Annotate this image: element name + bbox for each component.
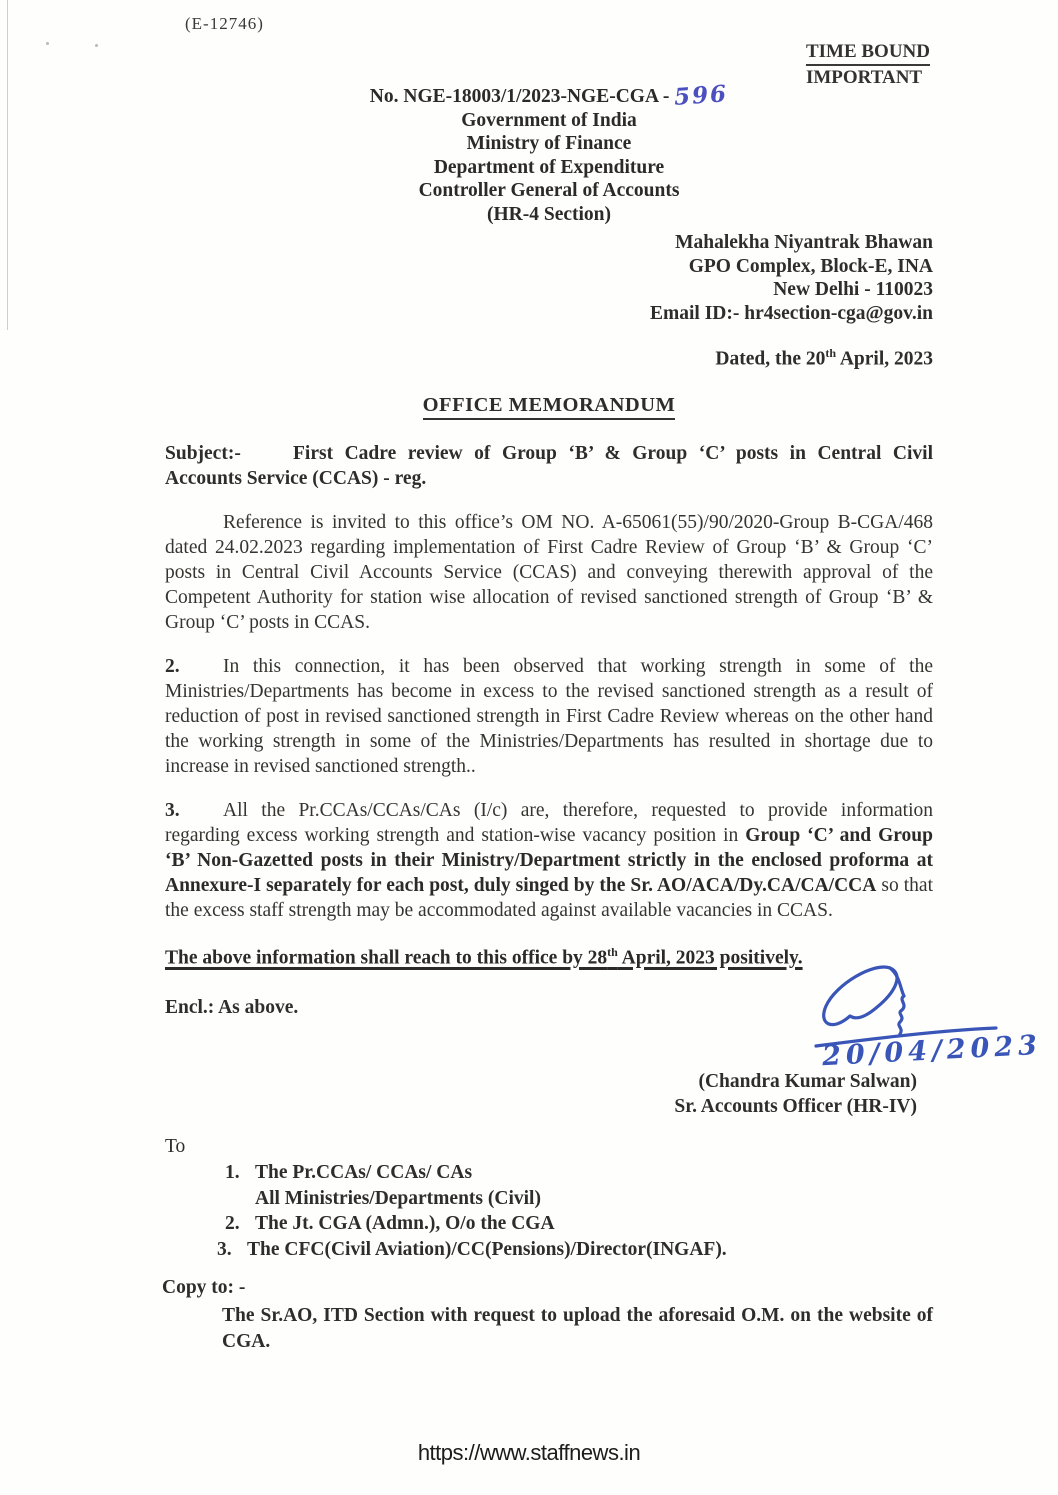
deadline-prefix: The above information shall reach to this office by 28 bbox=[165, 947, 608, 968]
addressee-1-spacer bbox=[225, 1186, 255, 1212]
watermark-url: https://www.staffnews.in bbox=[417, 1440, 641, 1465]
addressee-3-text: The CFC(Civil Aviation)/CC(Pensions)/Director(INGAF). bbox=[247, 1238, 727, 1260]
paragraph-2-number: 2. bbox=[165, 655, 180, 677]
paragraph-3-text-a: All the Pr.CCAs/CCAs/CAs (I/c) are, therefore, requested to provide information regarding excess working strength and station-wise vacancy position in bbox=[165, 799, 933, 846]
letter-body bbox=[162, 0, 933, 1355]
copy-to-text: The Sr.AO, ITD Section with request to upload the aforesaid O.M. on the website of CGA. bbox=[222, 1305, 933, 1352]
address-line-building: Mahalekha Niyantrak Bhawan bbox=[675, 232, 933, 253]
date-line bbox=[165, 346, 933, 371]
addressee-list bbox=[217, 1160, 933, 1262]
address-line-email: Email ID:- hr4section-cga@gov.in bbox=[650, 302, 933, 324]
time-bound-label: TIME BOUND bbox=[806, 40, 930, 66]
paragraph-1: Reference is invited to this office’s OM NO. A-65061(55)/90/2020-Group B-CGA/468 dated 24.02.2023 regarding implementation of First Cadre Review of Group ‘B’ & Group ‘C’ posts in Central Civil Accounts Service (CCAS) and conveying therewith approval of the Competent Authority for station wise allocation of revised sanctioned strength of Group ‘B’ & Group ‘C’ posts in CCAS. bbox=[165, 511, 933, 633]
enclosure-line: Encl.: As above. bbox=[165, 997, 299, 1018]
to-label: To bbox=[165, 1136, 186, 1157]
deadline-suffix: April, 2023 positively. bbox=[617, 947, 803, 968]
paragraph-3-number: 3. bbox=[165, 799, 180, 821]
copy-to-label: Copy to: - bbox=[162, 1277, 246, 1298]
paragraph-2-text: In this connection, it has been observed that working strength in some of the Ministries/Departments has become in excess to the revised sanctioned strength as a result of reduction of post in revised sanctioned strength in First Cadre Review whereas on the other hand the working strength in some of the Ministries/Departments has resulted in shortage due to increase in revised sanctioned strength.. bbox=[165, 655, 933, 777]
date-prefix: Dated, the 20 bbox=[715, 348, 826, 370]
date-suffix: April, 2023 bbox=[836, 348, 933, 370]
addressee-item-3 bbox=[217, 1237, 933, 1263]
signatory-block bbox=[165, 1069, 933, 1119]
addressee-item-1-continued bbox=[225, 1186, 933, 1212]
addressee-2-number: 2. bbox=[225, 1213, 240, 1234]
signatory-name: (Chandra Kumar Salwan) bbox=[698, 1071, 917, 1092]
org-line-ministry: Ministry of Finance bbox=[466, 133, 632, 154]
address-line-city: New Delhi - 110023 bbox=[773, 279, 933, 300]
paragraph-3-text-b: so that the excess staff strength may be accommodated against available vacancies in CCAS. bbox=[165, 874, 933, 921]
important-label: IMPORTANT bbox=[805, 67, 923, 88]
addressee-1-number: 1. bbox=[225, 1162, 240, 1183]
document-title: OFFICE MEMORANDUM bbox=[423, 394, 676, 420]
addressee-1-text: The Pr.CCAs/ CCAs/ CAs bbox=[255, 1162, 473, 1183]
paragraph-3-bold: Group ‘C’ and Group ‘B’ Non-Gazetted posts in their Ministry/Department strictly in the enclosed proforma at Annexure-I separately for each post, duly singed by the Sr. AO/ACA/Dy.CA/CA/CCA bbox=[165, 824, 933, 896]
deadline-ordinal: th bbox=[607, 944, 618, 959]
subject-text: First Cadre review of Group ‘B’ & Group ‘C’ posts in Central Civil Accounts Service (CCAS) - reg. bbox=[165, 442, 933, 489]
scan-artifact bbox=[7, 0, 8, 330]
org-line-government: Government of India bbox=[461, 109, 637, 131]
date-ordinal: th bbox=[825, 346, 837, 360]
handwritten-dispatch-number: 596 bbox=[673, 80, 730, 111]
e-number: (E-12746) bbox=[185, 14, 264, 33]
letterhead bbox=[165, 80, 933, 226]
org-line-department: Department of Expenditure bbox=[433, 156, 665, 178]
org-line-controller: Controller General of Accounts bbox=[418, 180, 680, 201]
subject-label: Subject:- bbox=[165, 442, 241, 464]
scan-artifact bbox=[46, 42, 49, 45]
file-number-line bbox=[165, 80, 933, 111]
deadline-line bbox=[165, 945, 933, 970]
address-line-complex: GPO Complex, Block-E, INA bbox=[688, 255, 933, 277]
addressee-item-2 bbox=[225, 1211, 933, 1237]
org-line-section: (HR-4 Section) bbox=[486, 203, 612, 225]
file-number: No. NGE-18003/1/2023-NGE-CGA - bbox=[369, 86, 670, 107]
addressee-3-number: 3. bbox=[217, 1238, 232, 1260]
paragraph-3 bbox=[165, 798, 933, 923]
office-address bbox=[165, 231, 933, 325]
subject-line bbox=[165, 441, 933, 491]
paragraph-2 bbox=[165, 654, 933, 779]
scan-artifact bbox=[95, 44, 98, 47]
signatory-designation: Sr. Accounts Officer (HR-IV) bbox=[674, 1096, 917, 1117]
addressee-2-text: The Jt. CGA (Admn.), O/o the CGA bbox=[255, 1213, 555, 1234]
addressee-1-text-2: All Ministries/Departments (Civil) bbox=[255, 1187, 541, 1209]
handwritten-date: 20/04/2023 bbox=[821, 1029, 1043, 1073]
addressee-item-1 bbox=[225, 1160, 933, 1186]
